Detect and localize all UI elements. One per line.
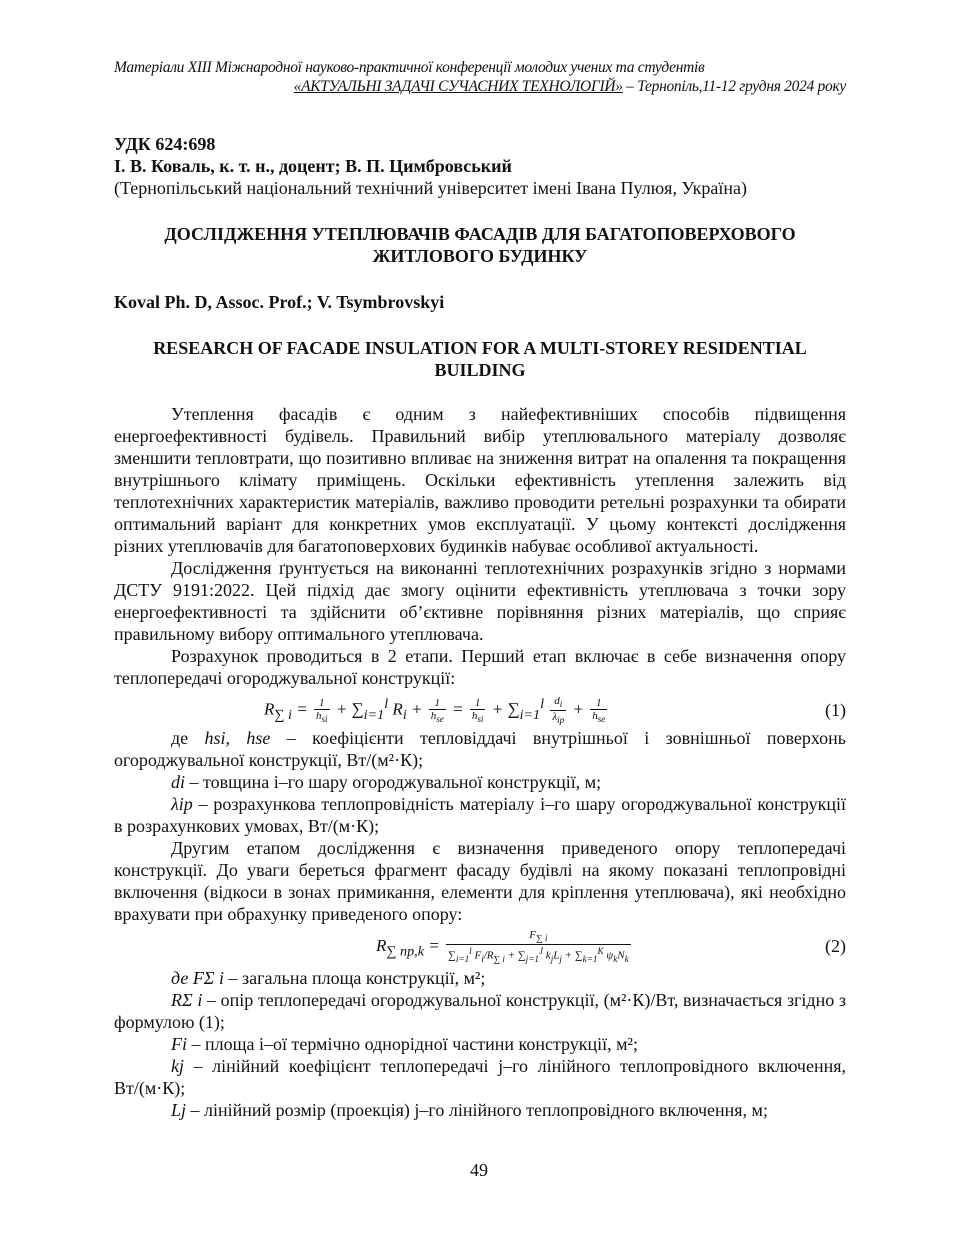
paper-title-uk: ДОСЛІДЖЕННЯ УТЕПЛЮВАЧІВ ФАСАДІВ ДЛЯ БАГАТОПОВЕРХОВОГО ЖИТЛОВОГО БУДИНКУ [164,224,796,266]
equation-1-number: (1) [825,700,846,720]
conference-name: «АКТУАЛЬНІ ЗАДАЧІ СУЧАСНИХ ТЕХНОЛОГІЙ» [293,78,623,95]
conference-header-line1: Матеріали XIII Міжнародної науково-практичної конференції молодих учених та студентів [114,59,705,76]
definition-d: di – товщина i–го шару огороджувальної конструкції, м; [171,772,602,792]
udk-code: УДК 624:698 [114,134,216,154]
conference-place-date: – Тернопіль,11-12 грудня 2024 року [622,78,846,95]
page-content [114,58,846,1121]
article-body [114,403,846,1121]
paper-title-en: RESEARCH OF FACADE INSULATION FOR A MULTI-STOREY RESIDENTIAL BUILDING [153,338,807,380]
symbol-d: di [171,772,186,792]
paragraph-stage2: Другим етапом дослідження є визначення приведеного опору теплопередачі конструкції. До уваги береться фрагмент фасаду будівлі на якому показані теплопровідні включення (відкоси в зонах примикання, елементи для кріплення утеплювача), які необхідно врахувати при обрахунку приведеного опору: [114,838,846,924]
definition-F-i: Fi – площа i–ої термічно однорідної частини конструкції, м²; [171,1034,638,1054]
definition-lambda: λip – розрахункова теплопровідність матеріалу i–го шару огороджувальної конструкції в розрахункових умовах, Вт/(м·К); [114,794,846,836]
paragraph-stage1: Розрахунок проводиться в 2 етапи. Перший етап включає в себе визначення опору теплопередачі огороджувальної конструкції: [114,646,846,688]
symbol-F-i: Fi [171,1034,187,1054]
equation-1 [114,691,846,727]
formula-2: $R_{\sum пр,k}$ = $\frac{F_{\sum i}}{\sum_{i=1}^l F_i/R_{\sum i} + \sum_{j=1}^J k_jL_j + \sum_{k=1}^K \psi_kN_k}$ [376,929,629,965]
paragraph-intro: Утеплення фасадів є одним з найефективніших способів підвищення енергоефективності будівель. Правильний вибір утеплювального матеріалу дозволяє зменшити тепловтрати, що позитивно впливає на зниження витрат на опалення та покращення внутрішнього клімату приміщень. Оскільки ефективність утеплення залежить від теплотехнічних характеристик матеріалів, важливо проводити ретельні розрахунки та обирати оптимальний варіант для конкретних умов експлуатації. У цьому контексті дослідження різних утеплювачів для багатоповерхових будинків набуває особливої актуальності. [114,404,846,556]
definition-h: де hsi, hse – коефіцієнти тепловіддачі внутрішньої і зовнішньої поверхонь огороджувальної конструкції, Вт/(м²·К); [114,728,846,770]
paragraph-method: Дослідження ґрунтується на виконанні теплотехнічних розрахунків згідно з нормами ДСТУ 9191:2022. Цей підхід дає змогу оцінити ефективність утеплювача з точки зору енергоефективності та здійснити об’єктивне порівняння різних матеріалів, що сприяє правильному вибору оптимального утеплювача. [114,558,846,644]
formula-1: $R_{\sum i}$ = $\frac{1}{h_{si}}$ + $\sum_{i=1}^l$ $R_i$ + $\frac{1}{h_{se}}$ = $\frac{1}{h_{si}}$ + $\sum_{i=1}^l$ $\frac{d_i}{\lambda_{ip}}$ + $\frac{1}{h_{se}}$ [264,695,606,726]
symbol-k: kj [171,1056,184,1076]
symbol-h: hsi, hse [204,728,271,748]
authors-en: Koval Ph. D, Assoc. Prof.; V. Tsymbrovskyi [114,292,445,312]
definition-k: kj – лінійний коефіцієнт теплопередачі j–го лінійного теплопровідного включення, Вт/(м·К); [114,1056,846,1098]
definition-L: Lj – лінійний розмір (проекція) j–го лінійного теплопровідного включення, м; [171,1100,768,1120]
definition-F-total: де FΣ i – загальна площа конструкції, м²; [171,968,486,988]
authors: І. В. Коваль, к. т. н., доцент; В. П. Цимбровський [114,156,512,176]
equation-2 [114,927,846,967]
symbol-lambda: λip [171,794,193,814]
page-number: 49 [470,1160,488,1180]
conference-header-line2 [114,77,846,96]
symbol-L: Lj [171,1100,187,1120]
equation-2-number: (2) [825,936,846,956]
symbol-R: RΣ i [171,990,203,1010]
symbol-F-total: де FΣ i [171,968,225,988]
affiliation: (Тернопільський національний технічний університет імені Івана Пулюя, Україна) [114,178,747,198]
definition-R: RΣ i – опір теплопередачі огороджувальної конструкції, (м²·К)/Вт, визначається згідно з формулою (1); [114,990,846,1032]
